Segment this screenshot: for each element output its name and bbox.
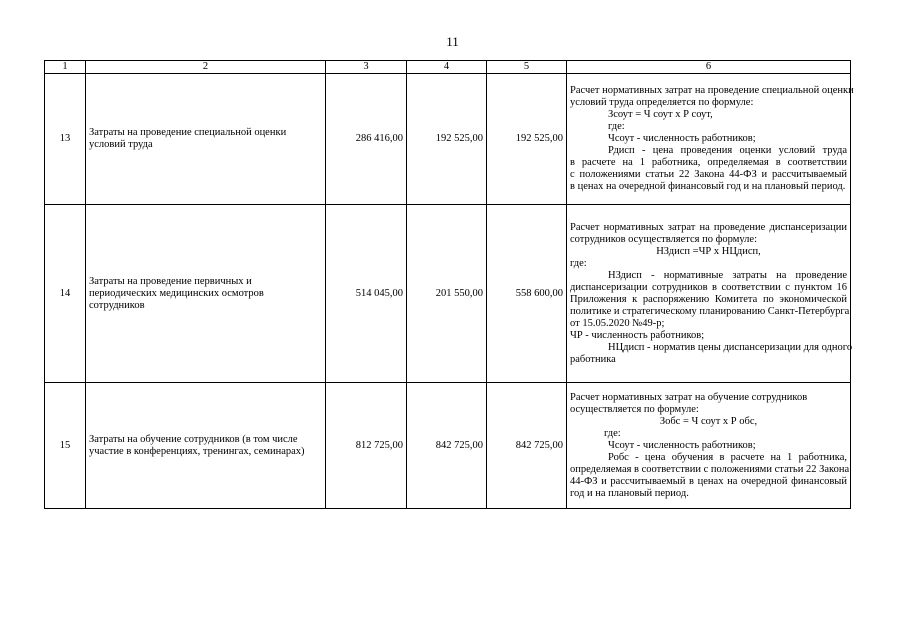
column-number: 4 xyxy=(407,61,487,74)
value-col3: 286 416,00 xyxy=(326,74,407,205)
column-number-row xyxy=(45,61,851,74)
desc-line: осуществляется по формуле: xyxy=(570,403,699,415)
value-col3: 812 725,00 xyxy=(326,383,407,509)
formula-line: НЗдисп =ЧР х НЦдисп, xyxy=(656,245,761,257)
desc-line: от 15.05.2020 №49-р; xyxy=(570,317,665,329)
row-number: 15 xyxy=(45,383,86,509)
cost-name: Затраты на обучение сотрудников (в том числе участие в конференциях, тренингах, семинарах) xyxy=(86,383,326,509)
desc-line: где: xyxy=(608,121,625,132)
calculation-description xyxy=(567,205,851,383)
desc-line: условий труда определяется по формуле: xyxy=(570,97,754,108)
table-row xyxy=(45,74,851,205)
table-row xyxy=(45,383,851,509)
column-number: 1 xyxy=(45,61,86,74)
table-row xyxy=(45,205,851,383)
calculation-description xyxy=(567,383,851,509)
column-number: 6 xyxy=(567,61,851,74)
desc-line: Робс - цена обучения в расчете на 1 работника, xyxy=(608,451,847,463)
value-col5: 192 525,00 xyxy=(487,74,567,205)
row-number: 13 xyxy=(45,74,86,205)
formula-line: Зсоут = Ч соут х Р соут, xyxy=(608,109,713,120)
desc-line: Чсоут - численность работников; xyxy=(608,133,756,144)
desc-line: сотрудников осуществляется по формуле: xyxy=(570,233,757,245)
desc-line: в расчете на 1 работника, определяемая в соответствии xyxy=(570,157,847,168)
desc-line: определяемая в соответствии с положениями статьи 22 Закона xyxy=(570,463,850,475)
cost-table xyxy=(44,60,854,509)
desc-line: НЦдисп - норматив цены диспансеризации для одного xyxy=(608,341,853,353)
calculation-description xyxy=(567,74,854,205)
row-number: 14 xyxy=(45,205,86,383)
value-col4: 201 550,00 xyxy=(407,205,487,383)
column-number: 5 xyxy=(487,61,567,74)
desc-line: политике и стратегическому планированию Санкт-Петербурга xyxy=(570,305,850,317)
desc-line: где: xyxy=(570,257,587,269)
value-col5: 842 725,00 xyxy=(487,383,567,509)
desc-line: Расчет нормативных затрат на проведение диспансеризации xyxy=(570,221,847,233)
formula-line: Зобс = Ч соут х Р обс, xyxy=(659,415,758,427)
cost-name: Затраты на проведение специальной оценки условий труда xyxy=(86,74,326,205)
desc-line: 44-ФЗ и рассчитываемый в ценах на очередной финансовый xyxy=(570,475,847,487)
value-col4: 842 725,00 xyxy=(407,383,487,509)
value-col5: 558 600,00 xyxy=(487,205,567,383)
desc-line: Расчет нормативных затрат на обучение сотрудников xyxy=(570,391,808,403)
desc-line: работника xyxy=(570,353,616,365)
desc-line: в ценах на очередной финансовый год и на плановый период. xyxy=(570,181,846,192)
column-number: 3 xyxy=(326,61,407,74)
value-col3: 514 045,00 xyxy=(326,205,407,383)
desc-line: год и на плановый период. xyxy=(570,487,689,499)
desc-line: Рдисп - цена проведения оценки условий труда xyxy=(608,145,847,156)
desc-line: Расчет нормативных затрат на проведение специальной оценки xyxy=(570,85,854,96)
cost-name: Затраты на проведение первичных и периодических медицинских осмотров сотрудников xyxy=(86,205,326,383)
desc-line: ЧР - численность работников; xyxy=(570,329,705,341)
desc-line: Чсоут - численность работников; xyxy=(608,439,756,451)
desc-line: Приложения к распоряжению Комитета по экономической xyxy=(570,293,847,305)
desc-line: НЗдисп - нормативные затраты на проведение xyxy=(608,269,847,281)
page-number: 11 xyxy=(446,34,459,49)
desc-line: диспансеризации сотрудников в соответствии с пунктом 16 xyxy=(570,281,847,293)
desc-line: где: xyxy=(604,427,621,439)
desc-line: с положениями статьи 22 Закона 44-ФЗ и рассчитываемый xyxy=(570,169,847,180)
column-number: 2 xyxy=(86,61,326,74)
value-col4: 192 525,00 xyxy=(407,74,487,205)
